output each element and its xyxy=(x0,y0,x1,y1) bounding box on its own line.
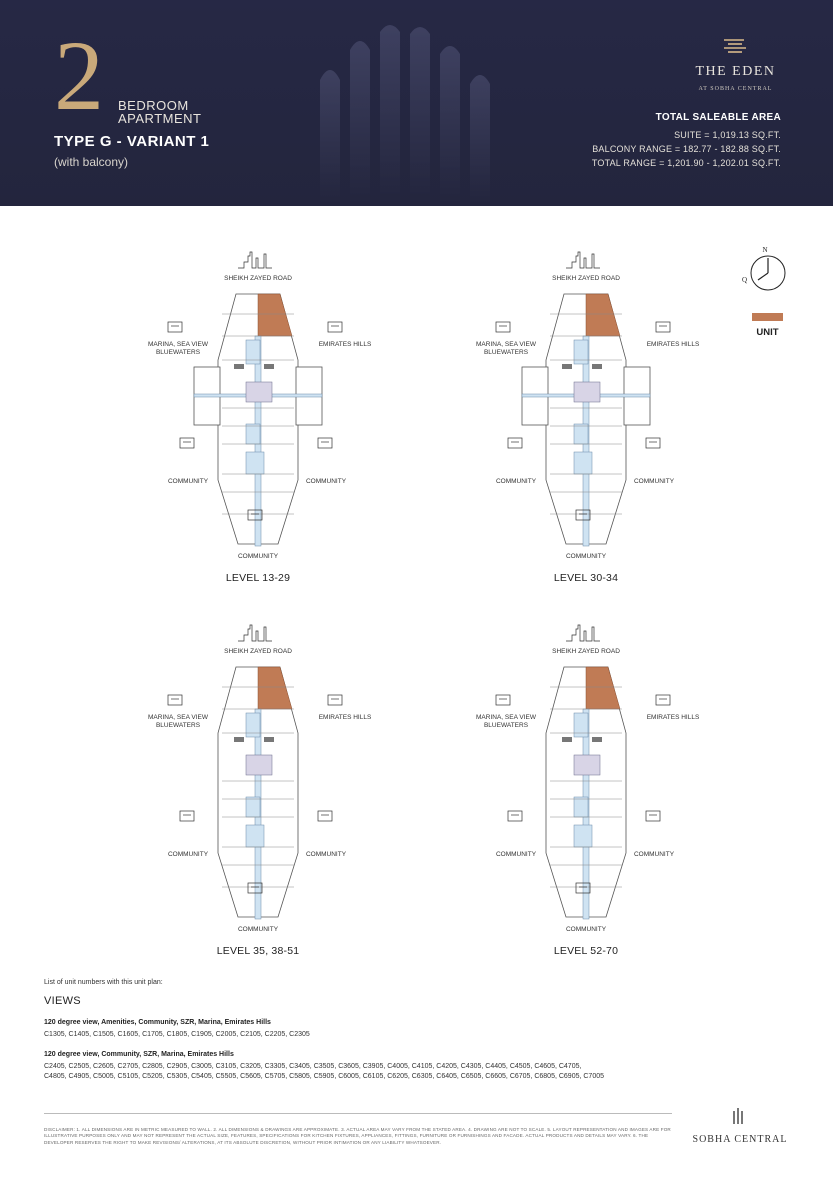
floor-plan-drawing xyxy=(138,621,378,961)
header-banner xyxy=(0,0,833,206)
level-label: LEVEL 13-29 xyxy=(225,572,291,584)
highlighted-unit xyxy=(586,294,620,336)
eden-logo-icon xyxy=(722,38,748,56)
emirates-hills-icon xyxy=(656,322,670,332)
community-icon xyxy=(180,811,194,821)
community-icon xyxy=(508,811,522,821)
area-balcony: BALCONY RANGE = 182.77 - 182.88 SQ.FT. xyxy=(592,144,781,154)
community-icon xyxy=(646,438,660,448)
type-title: TYPE G - VARIANT 1 xyxy=(54,133,210,150)
skyline-icon xyxy=(566,252,600,268)
marina-label: MARINA, SEA VIEW xyxy=(476,341,536,348)
community-label: COMMUNITY xyxy=(305,851,347,858)
marina-icon xyxy=(496,695,510,705)
bedroom-line1: BEDROOM xyxy=(118,98,189,113)
emirates-hills-icon xyxy=(328,322,342,332)
emirates-hills-icon xyxy=(328,695,342,705)
marina-label: MARINA, SEA VIEW xyxy=(476,714,536,721)
highlighted-unit xyxy=(258,667,292,709)
compass-north: N xyxy=(762,246,768,254)
view2-units: C2405, C2505, C2605, C2705, C2805, C2905, C3005, C3105, C3205, C3305, C3405, C3505, C3605, C3905, C4005, C4105, C4205, C4305, C4405, C4505, C4605, C4705, C4805, C4905, C5005, C5105, C5205, C5305, C5405, C5505, C5605, C5705, C5805, C5905, C6005, C6105, C6205, C6305, C6405, C6505, C6605, C6705, C6805, C6905, C7005 xyxy=(44,1063,605,1080)
marina-icon xyxy=(496,322,510,332)
marina-label: MARINA, SEA VIEW xyxy=(148,341,208,348)
community-label: COMMUNITY xyxy=(565,926,607,933)
emirates-hills-label: EMIRATES HILLS xyxy=(646,341,700,348)
unit-legend-swatch xyxy=(752,313,783,321)
road-label: SHEIKH ZAYED ROAD xyxy=(552,648,620,655)
area-suite: SUITE = 1,019.13 SQ.FT. xyxy=(674,130,781,140)
community-label: COMMUNITY xyxy=(565,553,607,560)
marina-icon xyxy=(168,322,182,332)
floor-plan-drawing xyxy=(466,621,706,961)
marina-label: MARINA, SEA VIEW xyxy=(148,714,208,721)
community-label: COMMUNITY xyxy=(167,851,209,858)
emirates-hills-label: EMIRATES HILLS xyxy=(318,341,372,348)
emirates-hills-label: EMIRATES HILLS xyxy=(646,714,700,721)
compass-q: Q xyxy=(742,276,748,284)
level-label: LEVEL 30-34 xyxy=(553,572,619,584)
brand-subtitle: AT SOBHA CENTRAL xyxy=(698,86,773,92)
community-label: COMMUNITY xyxy=(237,553,279,560)
community-icon xyxy=(318,811,332,821)
views-heading: VIEWS xyxy=(44,995,81,1007)
skyline-icon xyxy=(566,625,600,641)
list-intro: List of unit numbers with this unit plan: xyxy=(44,979,163,986)
community-icon xyxy=(180,438,194,448)
sobha-brand: SOBHA CENTRAL xyxy=(692,1134,788,1145)
community-label: COMMUNITY xyxy=(237,926,279,933)
community-label: COMMUNITY xyxy=(495,478,537,485)
area-total: TOTAL RANGE = 1,201.90 - 1,202.01 SQ.FT. xyxy=(591,158,781,168)
highlighted-unit xyxy=(586,667,620,709)
skyline-icon xyxy=(238,252,272,268)
road-label: SHEIKH ZAYED ROAD xyxy=(224,275,292,282)
bluewaters-label: BLUEWATERS xyxy=(155,722,201,729)
floor-plan-drawing xyxy=(138,248,378,588)
level-label: LEVEL 35, 38-51 xyxy=(216,945,300,957)
level-label: LEVEL 52-70 xyxy=(553,945,619,957)
highlighted-unit xyxy=(258,294,292,336)
view2-title: 120 degree view, Community, SZR, Marina, Emirates Hills xyxy=(44,1051,234,1058)
view1-title: 120 degree view, Amenities, Community, SZR, Marina, Emirates Hills xyxy=(44,1019,271,1026)
floor-plan xyxy=(466,621,706,961)
road-label: SHEIKH ZAYED ROAD xyxy=(552,275,620,282)
bluewaters-label: BLUEWATERS xyxy=(483,349,529,356)
community-label: COMMUNITY xyxy=(633,851,675,858)
floor-plan-drawing xyxy=(466,248,706,588)
brand-name: THE EDEN xyxy=(695,64,776,79)
community-icon xyxy=(318,438,332,448)
footer-divider xyxy=(44,1113,672,1114)
disclaimer: DISCLAIMER: 1. ALL DIMENSIONS ARE IN METRIC MEASURED TO WALL. 2. ALL DIMENSIONS & DRAWINGS ARE APPROXIMATE. 3. ACTUAL AREA MAY VARY FROM THE STATED AREA. 4. DRAWING ARE NOT TO SCALE. 5. LAYOUT REPRESENTATION AND IMAGES ARE FOR ILLUSTRATIVE PURPOSES ONLY AND MAY NOT REPRESENT THE ACTUAL SIZE, FEATURES, SPECIFICATIONS FOR KITCHEN FIXTURES, APPLIANCES, FITTINGS, FURNITURE OR FURNISHINGS AND FACADE. ACTUAL PRODUCTS AND DETAILS MAY VARY. 6. THE DEVELOPER RESERVES THE RIGHT TO MAKE REVISIONS/ ALTERATIONS, AT ITS ABSOLUTE DISCRETION, WITHOUT PRIOR INTIMATION OR ANY LIABILITY WHATSOEVER. xyxy=(44,1127,671,1145)
community-label: COMMUNITY xyxy=(305,478,347,485)
road-label: SHEIKH ZAYED ROAD xyxy=(224,648,292,655)
floor-plan xyxy=(138,248,378,588)
area-title: TOTAL SALEABLE AREA xyxy=(655,112,781,123)
floor-plan xyxy=(466,248,706,588)
marina-icon xyxy=(168,695,182,705)
community-icon xyxy=(646,811,660,821)
community-icon xyxy=(508,438,522,448)
community-label: COMMUNITY xyxy=(167,478,209,485)
bluewaters-label: BLUEWATERS xyxy=(155,349,201,356)
community-label: COMMUNITY xyxy=(633,478,675,485)
type-subtitle: (with balcony) xyxy=(54,155,129,169)
sobha-logo-icon xyxy=(731,1108,745,1124)
unit-legend-label: UNIT xyxy=(756,327,779,338)
community-label: COMMUNITY xyxy=(495,851,537,858)
emirates-hills-label: EMIRATES HILLS xyxy=(318,714,372,721)
bluewaters-label: BLUEWATERS xyxy=(483,722,529,729)
bedroom-count: 2 xyxy=(54,20,104,131)
compass-icon xyxy=(740,244,790,294)
emirates-hills-icon xyxy=(656,695,670,705)
pillars-graphic xyxy=(300,20,500,206)
view1-units: C1305, C1405, C1505, C1605, C1705, C1805, C1905, C2005, C2105, C2205, C2305 xyxy=(44,1031,310,1038)
bedroom-apartment-label xyxy=(118,99,201,125)
bedroom-line2: APARTMENT xyxy=(118,111,202,126)
skyline-icon xyxy=(238,625,272,641)
floor-plan xyxy=(138,621,378,961)
